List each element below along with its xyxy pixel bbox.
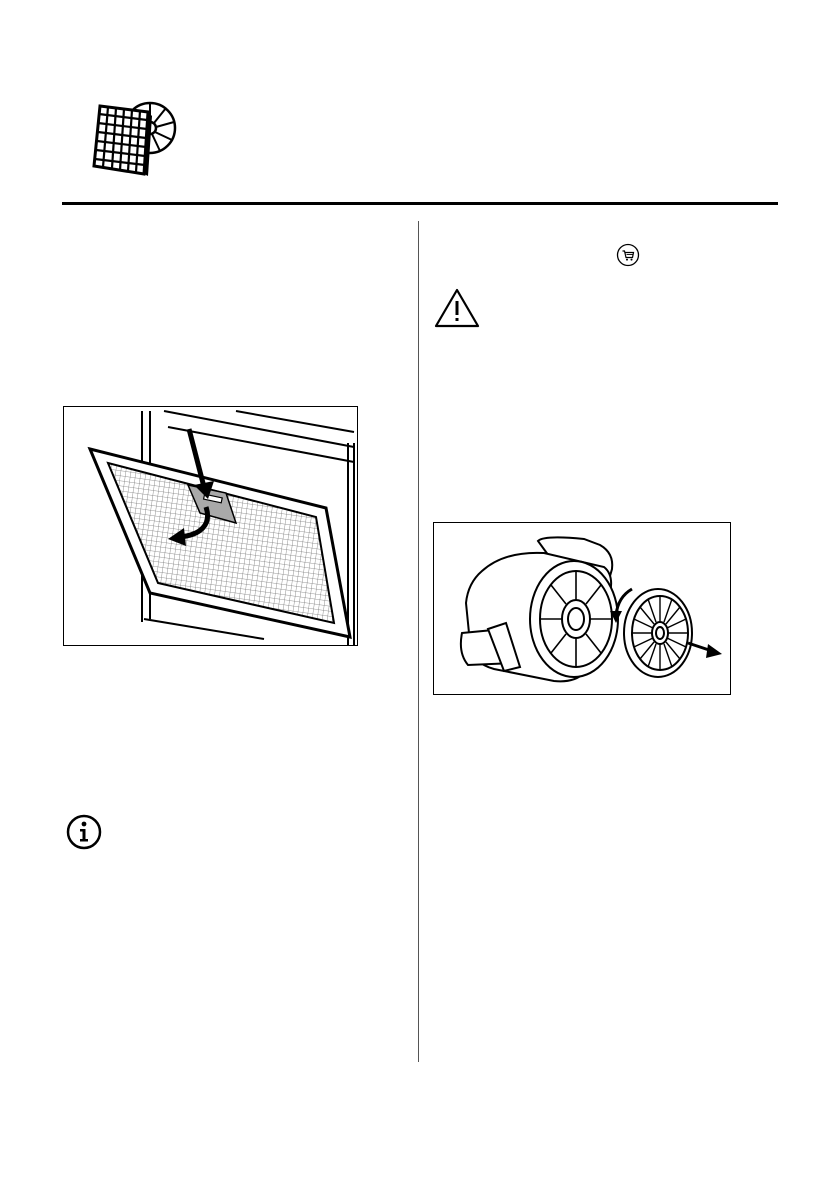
carbon-filter-figure <box>433 522 731 695</box>
warning-triangle-icon <box>434 288 480 328</box>
shopping-cart-icon <box>616 243 640 267</box>
grease-filter-figure <box>63 406 358 646</box>
header-divider <box>62 202 778 205</box>
carbon-filter-wheel <box>624 589 692 677</box>
motor-fan-face <box>530 561 618 677</box>
column-divider <box>418 221 419 1062</box>
grid-shape <box>94 106 152 176</box>
carbon-filter-header-icon <box>86 98 178 176</box>
info-icon <box>66 814 102 850</box>
